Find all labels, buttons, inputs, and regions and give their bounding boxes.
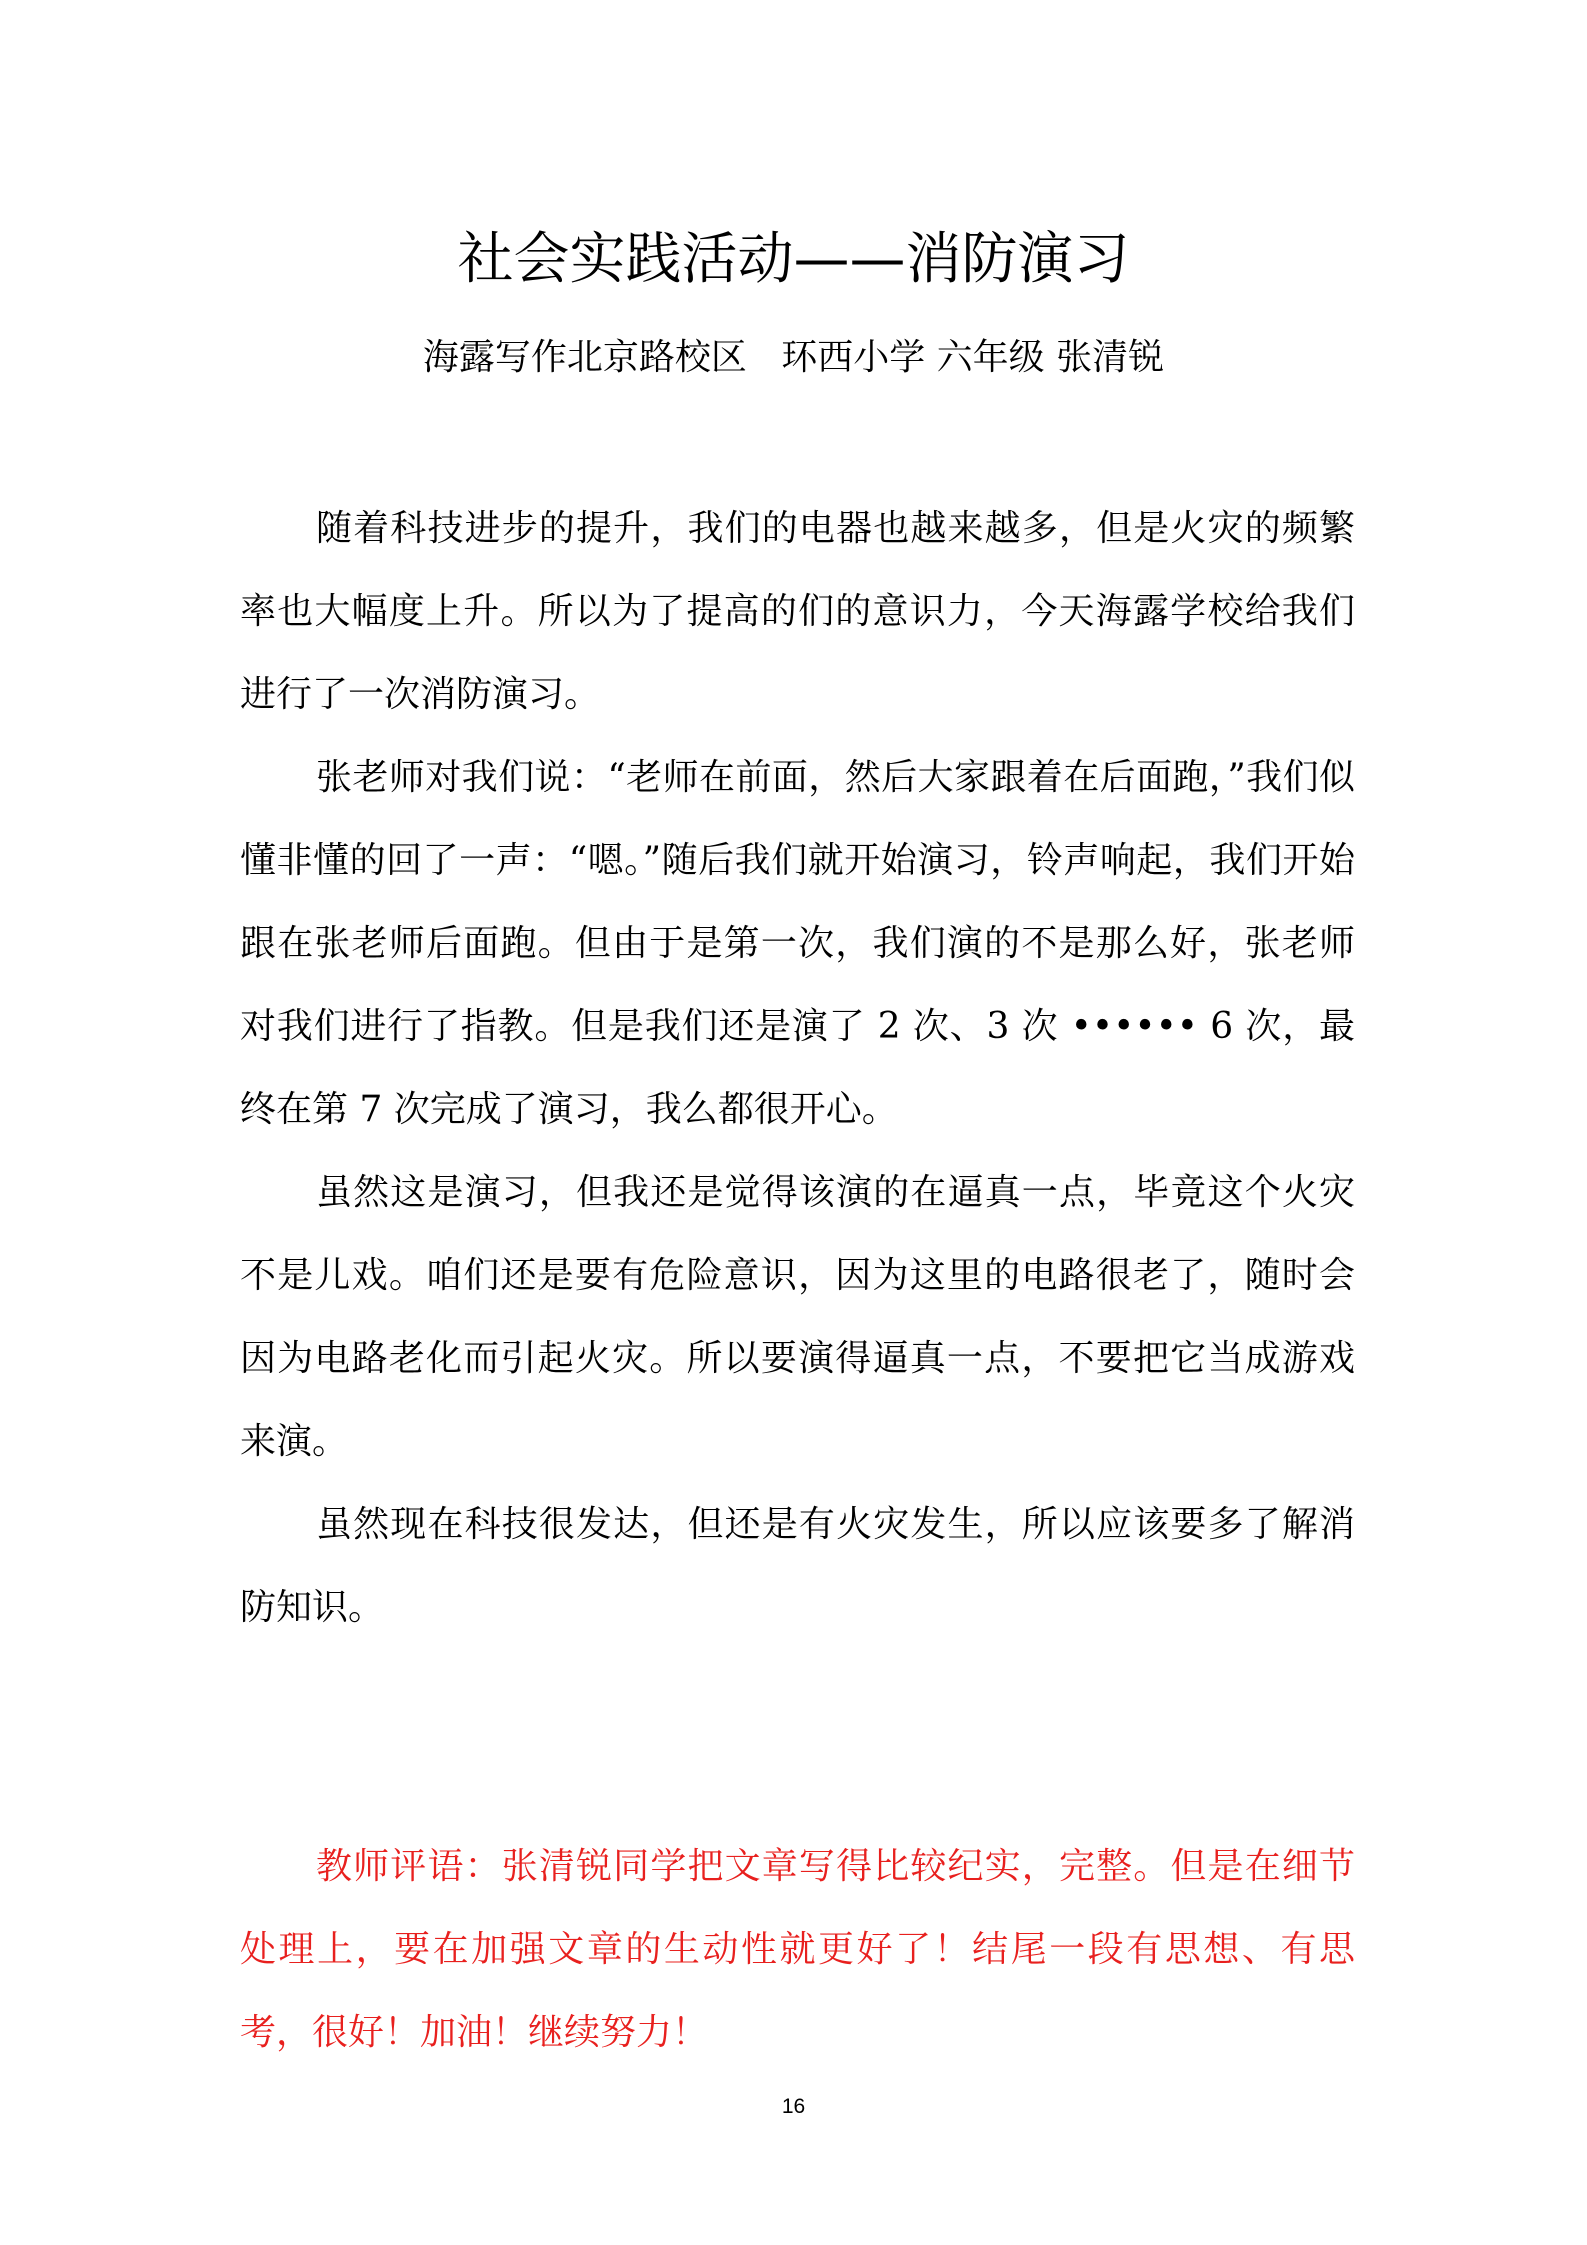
essay-paragraph: 张老师对我们说：“老师在前面，然后大家跟着在后面跑，”我们似懂非懂的回了一声：“嗯。”随后我们就开始演习，铃声响起，我们开始跟在张老师后面跑。但由于是第一次，我们演的不是那么好，张老师对我们进行了指教。但是我们还是演了 2 次、3 次 •••••• 6 次，最终在第 7 次完成了演习，我么都很开心。 xyxy=(240,757,1355,1130)
page-title: 社会实践活动——消防演习 xyxy=(457,227,1130,292)
essay-paragraph: 虽然现在科技很发达，但还是有火灾发生，所以应该要多了解消防知识。 xyxy=(240,1504,1355,1628)
teacher-comment: 教师评语：张清锐同学把文章写得比较纪实，完整。但是在细节处理上，要在加强文章的生动性就更好了！结尾一段有思想、有思考，很好！加油！继续努力！ xyxy=(240,1846,1355,2053)
page-number: 16 xyxy=(781,2095,806,2118)
essay-paragraph: 虽然这是演习，但我还是觉得该演的在逼真一点，毕竟这个火灾不是儿戏。咱们还是要有危险意识，因为这里的电路很老了，随时会因为电路老化而引起火灾。所以要演得逼真一点，不要把它当成游戏来演。 xyxy=(240,1172,1355,1462)
essay-body xyxy=(240,487,1355,1649)
author-byline: 海露写作北京路校区 环西小学 六年级 张清锐 xyxy=(422,337,1165,378)
essay-paragraph: 随着科技进步的提升，我们的电器也越来越多，但是火灾的频繁率也大幅度上升。所以为了提高的们的意识力，今天海露学校给我们进行了一次消防演习。 xyxy=(240,508,1355,715)
